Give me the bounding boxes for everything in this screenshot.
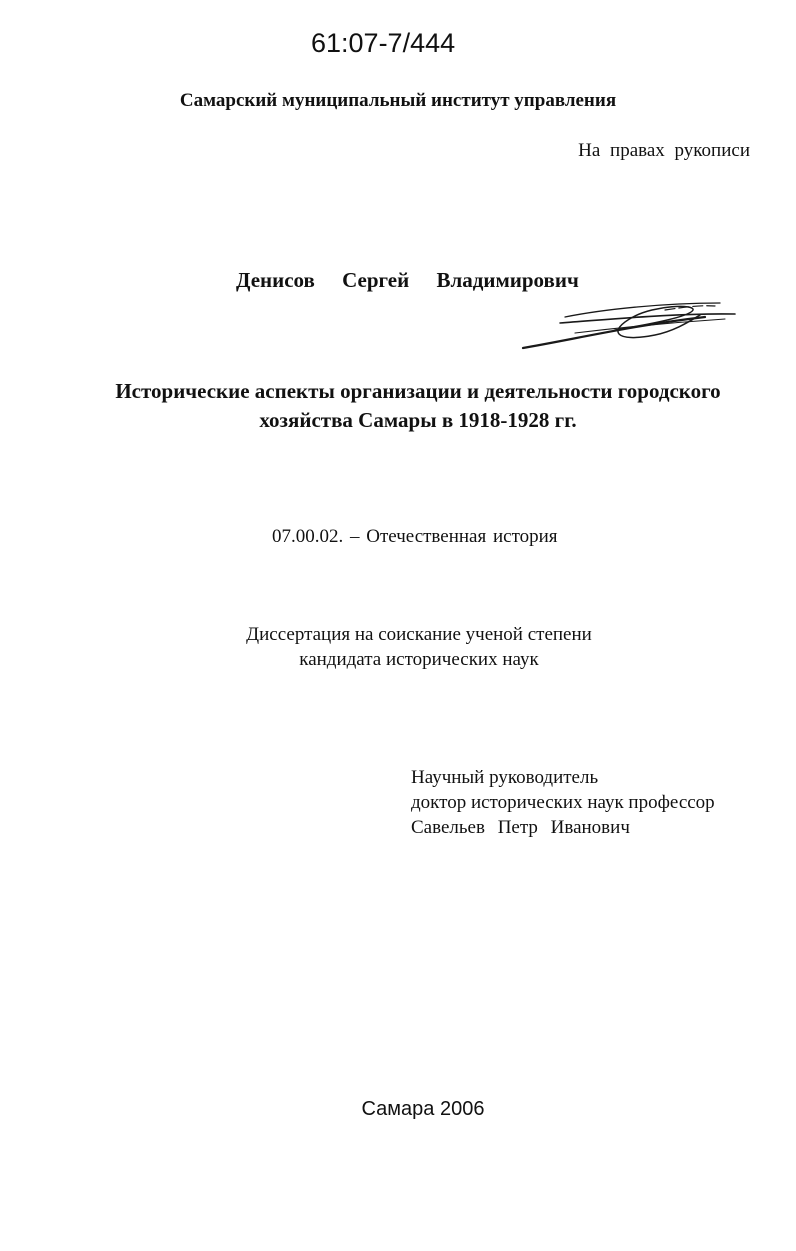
supervisor-role: Научный руководитель xyxy=(411,767,599,788)
thesis-title-line-1: Исторические аспекты организации и деятельности городского xyxy=(115,379,721,403)
author-name: Денисов Сергей Владимирович xyxy=(236,268,579,292)
supervisor-credentials: доктор исторических наук профессор xyxy=(411,792,715,813)
specialty-code: 07.00.02. – Отечественная история xyxy=(272,526,558,547)
thesis-title xyxy=(0,377,796,435)
degree-line-2: кандидата исторических наук xyxy=(299,649,539,670)
degree-statement xyxy=(0,622,796,672)
supervisor-name: Савельев Петр Иванович xyxy=(411,817,630,838)
archive-code: 61:07-7/444 xyxy=(311,28,456,58)
thesis-title-line-2: хозяйства Самары в 1918-1928 гг. xyxy=(259,408,577,432)
city-year: Самара 2006 xyxy=(361,1098,485,1120)
handwritten-signature xyxy=(515,295,740,355)
supervisor-block xyxy=(411,765,715,840)
manuscript-note: На правах рукописи xyxy=(578,140,750,161)
institution-name: Самарский муниципальный институт управления xyxy=(179,90,617,111)
degree-line-1: Диссертация на соискание ученой степени xyxy=(246,624,592,645)
